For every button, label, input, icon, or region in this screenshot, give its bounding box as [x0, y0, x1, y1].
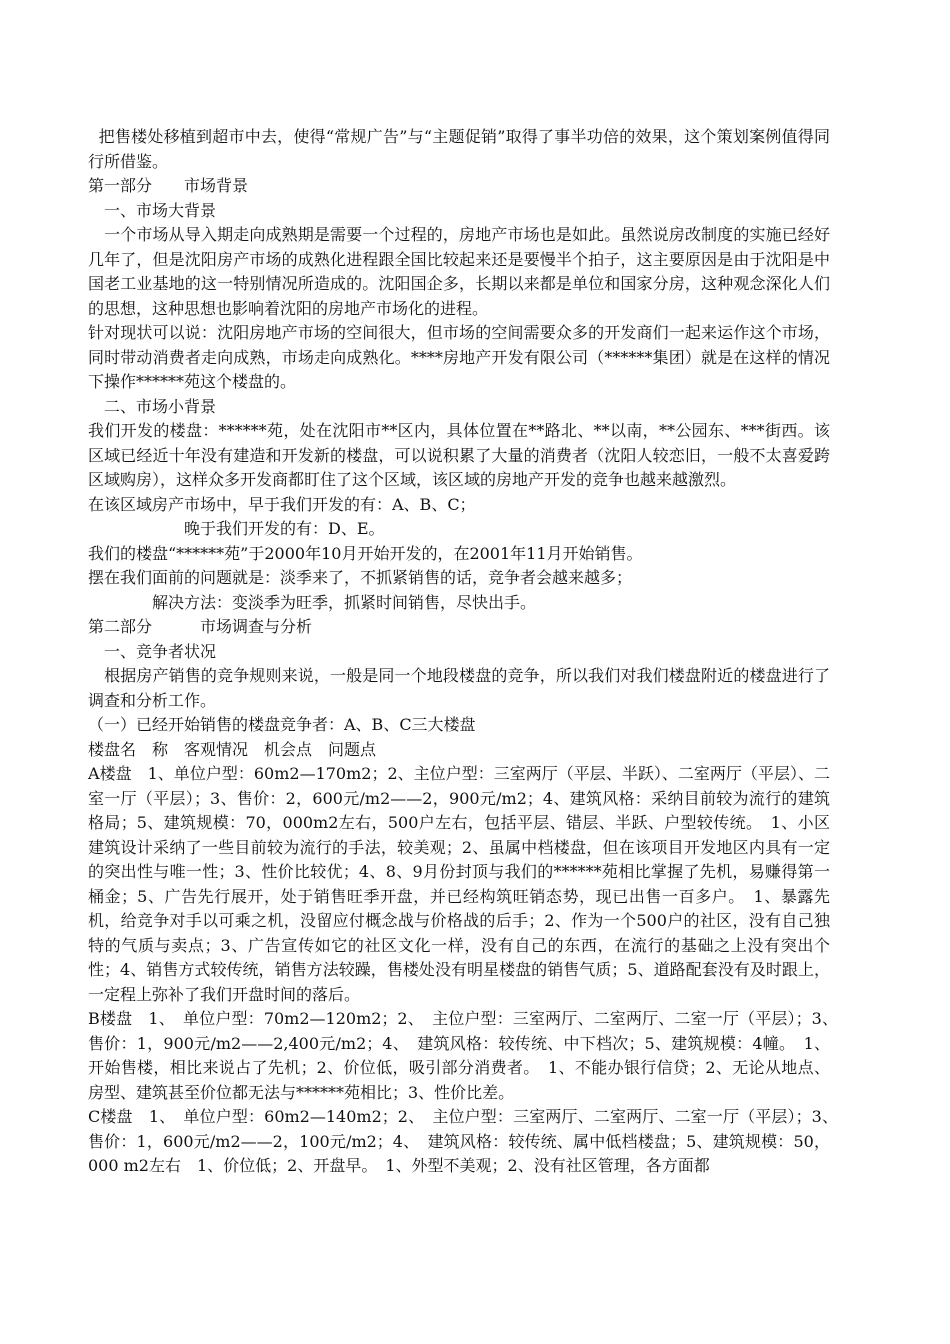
competitor-table-header: 楼盘名 称 客观情况 机会点 问题点	[88, 739, 377, 759]
development-timeline-line: 我们的楼盘“******苑”于2000年10月开始开发的，在2001年11月开始销售。	[88, 543, 643, 563]
solution-line: 解决方法：变淡季为旺季，抓紧时间销售，尽快出手。	[88, 592, 537, 612]
current-situation-paragraph: 针对现状可以说：沈阳房地产市场的空间很大，但市场的空间需要众多的开发商们一起来运作这个市场，同时带动消费者走向成熟，市场走向成熟化。****房地产开发有限公司（******集团）就是在这样的情况下操作******苑这个楼盘的。	[88, 323, 830, 391]
competitor-b-paragraph: B楼盘 1、 单位户型：70m2—120m2；2、 主位户型：三室两厅、二室两厅、二室一厅（平层）；3、 售价：1，900元/m2——2,400元/m2；4、 建筑风格：较传统、中下档次；5、建筑规模：4幢。 1、开始售楼，相比来说占了先机；2、价位低，吸引部分消费者。 1、不能办银行信贷；2、无论从地点、房型、建筑甚至价位都无法与******苑相比；3、性价比差。	[88, 1009, 847, 1102]
current-competitors-heading: （一）已经开始销售的楼盘竞争者：A、B、C三大楼盘	[88, 715, 476, 734]
intro-paragraph: 把售楼处移植到超市中去，使得“常规广告”与“主题促销”取得了事半功倍的效果，这个策划案例值得同行所借鉴。	[88, 127, 830, 171]
competitor-a-paragraph: A楼盘 1、单位户型：60m2—170m2；2、主位户型：三室两厅（平层、半跃）、二室两厅（平层）、二室一厅（平层）；3、售价：2，600元/m2——2，900元/m2；4、建筑风格：采纳目前较为流行的建筑格局；5、建筑规模：70，000m2左右，500户左右，包括平层、错层、半跃、户型较传统。 1、小区建筑设计采纳了一些目前较为流行的手法，较美观；2、虽属中档楼盘，但在该项目开发地区内具有一定的突出性与唯一性；3、性价比较优；4、8、9月份封顶与我们的******苑相比掌握了先机，易赚得第一桶金；5、广告先行展开，处于销售旺季开盘，并已经构筑旺销态势，现已出售一百多户。 1、暴露先机，给竞争对手以可乘之机，没留应付概念战与价格战的后手；2、作为一个500户的社区，没有自己独特的气质与卖点；3、广告宣传如它的社区文化一样，没有自己的东西，在流行的基础之上没有突出个性；4、销售方式较传统，销售方法较躁，售楼处没有明星楼盘的销售气质；5、道路配套没有及时跟上，一定程上弥补了我们开盘时间的落后。	[88, 764, 830, 1004]
section-competitors-heading: 一、竞争者状况	[88, 641, 217, 661]
earlier-competitors-line: 在该区域房产市场中，早于我们开发的有：A、B、C；	[88, 494, 476, 514]
competitor-c-paragraph: C楼盘 1、 单位户型：60m2—140m2；2、 主位户型：三室两厅、二室两厅、二室一厅（平层）；3、 售价：1，600元/m2——2，100元/m2；4、 建筑风格：较传统、属中低档楼盘；5、建筑规模：50，000 m2左右 1、价位低；2、开盘早。 1、外型不美观；2、没有社区管理，各方面都	[88, 1107, 847, 1175]
later-competitors-line: 晚于我们开发的有：D、E。	[88, 519, 385, 538]
document-page	[88, 125, 847, 1179]
macro-background-paragraph: 一个市场从导入期走向成熟期是需要一个过程的，房地产市场也是如此。虽然说房改制度的实施已经好几年了，但是沈阳房产市场的成熟化进程跟全国比较起来还是要慢半个拍子，这主要原因是由于沈阳是中国老工业基地的这一特别情况所造成的。沈阳国企多，长期以来都是单位和国家分房，这种观念深化人们的思想，这种思想也影响着沈阳的房地产市场化的进程。	[88, 225, 830, 318]
part-one-heading: 第一部分 市场背景	[88, 176, 249, 195]
competition-rule-paragraph: 根据房产销售的竞争规则来说，一般是同一个地段楼盘的竞争，所以我们对我们楼盘附近的楼盘进行了调查和分析工作。	[88, 666, 830, 710]
project-location-paragraph: 我们开发的楼盘：******苑，处在沈阳市**区内，具体位置在**路北、**以南，**公园东、***街西。该区域已经近十年没有建造和开发新的楼盘，可以说积累了大量的消费者（沈阳人较恋旧，一般不太喜爱跨区域购房），这样众多开发商都盯住了这个区域，该区域的房地产开发的竞争也越来越激烈。	[88, 421, 830, 489]
section-micro-background-heading: 二、市场小背景	[88, 396, 217, 416]
section-macro-background-heading: 一、市场大背景	[88, 200, 217, 220]
part-two-heading: 第二部分 市场调查与分析	[88, 617, 313, 636]
problem-statement-line: 摆在我们面前的问题就是：淡季来了，不抓紧销售的话，竞争者会越来越多；	[88, 568, 633, 587]
